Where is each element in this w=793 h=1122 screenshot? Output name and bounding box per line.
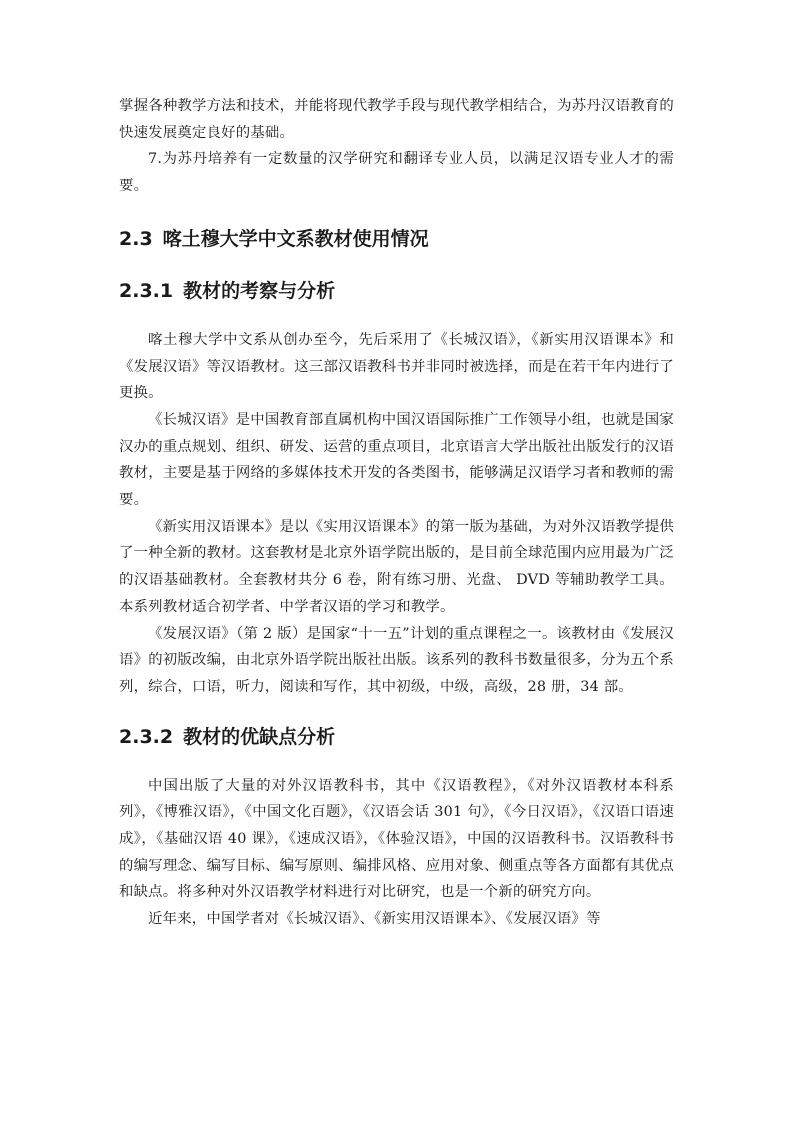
section-number: 2.3.2 [119,725,174,748]
paragraph: 《长城汉语》是中国教育部直属机构中国汉语国际推广工作领导小组，也就是国家汉办的重点规划、组织、研发、运营的重点项目，北京语言大学出版社出版发行的汉语教材，主要是基于网络的多媒体技术开发的各类图书，能够满足汉语学习者和教师的需要。 [119,411,674,509]
section-title: 喀土穆大学中文系教材使用情况 [162,227,429,250]
paragraph: 喀土穆大学中文系从创办至今，先后采用了《长城汉语》，《新实用汉语课本》和《发展汉语》等汉语教材。这三部汉语教科书并非同时被选择，而是在若干年内进行了更换。 [119,331,674,402]
section-title: 教材的优缺点分析 [183,725,336,748]
section-title: 教材的考察与分析 [183,279,336,302]
paragraph: 掌握各种教学方法和技术，并能将现代教学手段与现代教学相结合，为苏丹汉语教育的快速发展奠定良好的基础。 [119,98,674,141]
paragraph: 《新实用汉语课本》是以《实用汉语课本》的第一版为基础，为对外汉语教学提供了一种全新的教材。这套教材是北京外语学院出版的，是目前全球范围内应用最为广泛的汉语基础教材。全套教材共分 6 卷，附有练习册、光盘、 DVD 等辅助教学工具。本系列教材适合初学者、中学者汉语的学习和教学。 [119,518,674,615]
paragraph: 7.为苏丹培养有一定数量的汉学研究和翻译专业人员，以满足汉语专业人才的需要。 [119,151,674,195]
paragraph: 《发展汉语》（第 2 版）是国家“十一五”计划的重点课程之一。该教材由《发展汉语》的初版改编，由北京外语学院出版社出版。该系列的教科书数量很多，分为五个系列，综合，口语，听力，阅读和写作，其中初级，中级，高级，28 册，34 部。 [119,625,674,695]
document-page [119,93,674,933]
section-heading-2-3-1 [119,277,674,305]
section-number: 2.3 [119,227,153,250]
paragraph: 近年来，中国学者对《长城汉语》、《新实用汉语课本》、《发展汉语》等 [148,911,601,928]
section-heading-2-3-2 [119,723,674,751]
section-number: 2.3.1 [119,279,174,302]
paragraph: 中国出版了大量的对外汉语教科书，其中《汉语教程》，《对外汉语教材本科系列》，《博雅汉语》，《中国文化百题》，《汉语会话 301 句》，《今日汉语》，《汉语口语速成》，《基础汉语 40 课》，《速成汉语》，《体验汉语》，中国的汉语教科书。汉语教科书的编写理念、编写目标、编写原则、编排风格、应用对象、侧重点等各方面都有其优点和缺点。将多种对外汉语教学材料进行对比研究，也是一个新的研究方向。 [119,777,674,901]
section-heading-2-3 [119,225,674,253]
